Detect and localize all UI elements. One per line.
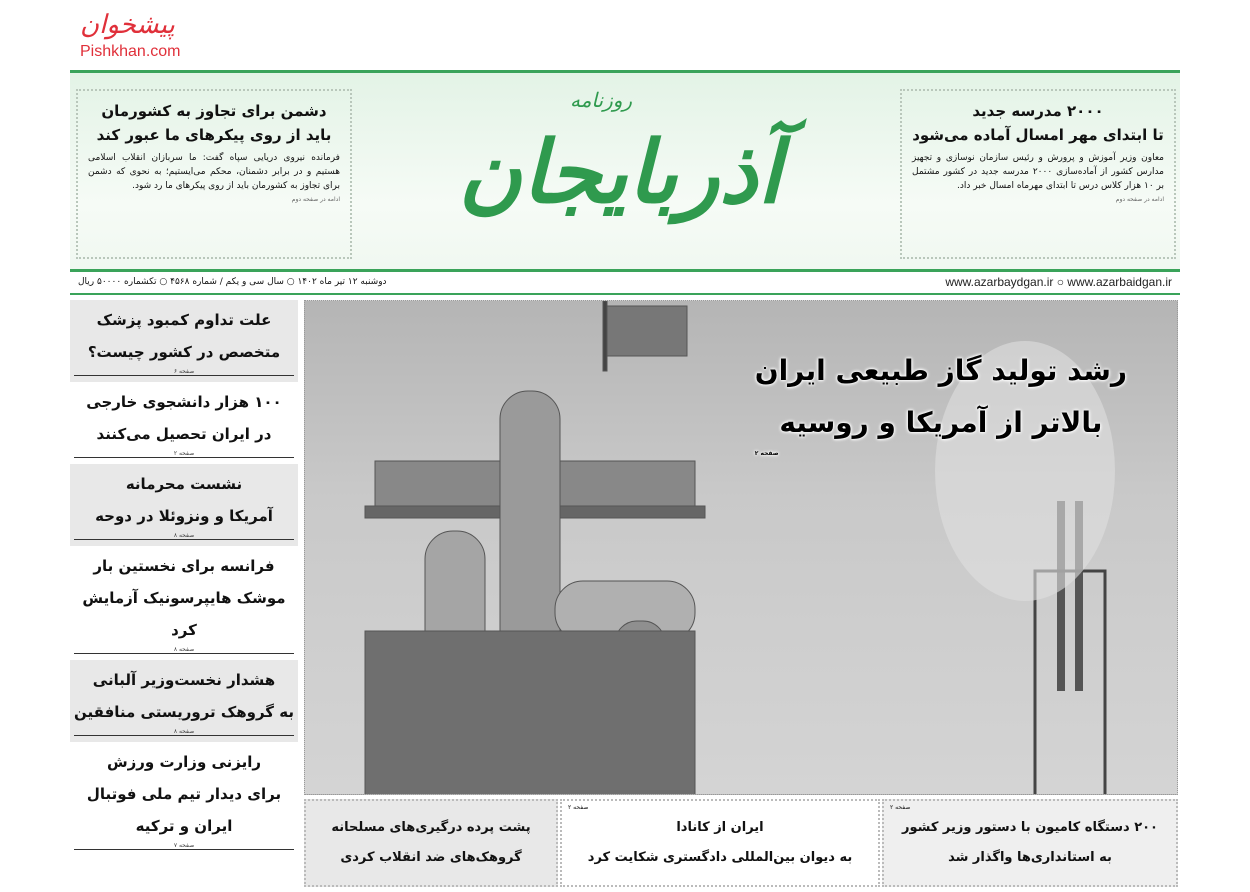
headline-line: ایران از کانادا <box>676 820 764 835</box>
headline-line: پشت پرده درگیری‌های مسلحانه <box>331 820 531 835</box>
headline-line: ایران و ترکیه <box>135 817 233 835</box>
page-ref-text: صفحه ۸ <box>168 532 200 539</box>
headline-line: فرانسه برای نخستین بار <box>93 557 275 575</box>
page-ref-text: صفحه ۶ <box>168 368 200 375</box>
dateline: دوشنبه ۱۲ تیر ماه ۱۴۰۲ ○ سال سی و یکم / شماره ۴۵۶۸ ○ تکشماره ۵۰۰۰۰ ریال <box>78 277 387 287</box>
bottom-story[interactable] <box>882 799 1178 887</box>
page-ref <box>70 450 298 464</box>
page-ref-text: صفحه ۸ <box>168 646 200 653</box>
page-ref-text: صفحه ۲ <box>168 450 200 457</box>
main-photo[interactable] <box>304 300 1178 795</box>
story-body: معاون وزیر آموزش و پرورش و رئیس سازمان نوسازی و تجهیز مدارس کشور از آماده‌سازی ۲۰۰۰ مدرسه جدید در کشور مشتمل بر ۱۰ هزار کلاس درس تا ابتدای مهرماه امسال خبر داد. <box>912 153 1165 191</box>
bottom-story[interactable] <box>304 799 558 887</box>
main-headline <box>755 345 1127 459</box>
story-body: فرمانده نیروی دریایی سپاه گفت: ما سربازان انقلاب اسلامی هستیم و در برابر دشمنان، محکم می‌ایستیم؛ به نحوی که دشمن برای تجاوز به کشورمان باید از روی پیکرهای ما رد شود. <box>88 153 340 191</box>
sidebar-headlines <box>70 300 298 890</box>
sidebar-item[interactable] <box>70 382 298 464</box>
headline-line: بالاتر از آمریکا و روسیه <box>779 406 1103 439</box>
story-title: دشمن برای تجاوز به کشورمان <box>101 102 327 120</box>
sidebar-item[interactable] <box>70 546 298 660</box>
page-ref <box>70 728 298 742</box>
story-title: تا ابتدای مهر امسال آماده می‌شود <box>912 126 1164 144</box>
headline-line: هشدار نخست‌وزیر آلبانی <box>92 671 276 689</box>
headline-line: ۱۰۰ هزار دانشجوی خارجی <box>86 393 282 411</box>
headline-line: به استانداری‌ها واگذار شد <box>948 850 1112 865</box>
sidebar-item[interactable] <box>70 464 298 546</box>
pishkhan-watermark <box>80 8 300 64</box>
continued-note: ادامه در صفحه دوم <box>291 196 340 203</box>
story-title: باید از روی پیکرهای ما عبور کند <box>96 126 332 144</box>
website-links[interactable]: www.azarbaydgan.ir ○ www.azarbaidgan.ir <box>945 275 1172 289</box>
story-title: ۲۰۰۰ مدرسه جدید <box>972 102 1104 120</box>
logo-name: آذربایجان <box>458 122 782 223</box>
headline-line: علت تداوم کمبود پزشک <box>96 311 272 329</box>
logo-sub: روزنامه <box>570 88 633 112</box>
headline-line: نشست محرمانه <box>125 475 243 493</box>
headline-line: آمریکا و ونزوئلا در دوحه <box>95 507 273 525</box>
newspaper-logo <box>410 73 830 263</box>
top-right-story[interactable] <box>900 89 1176 259</box>
headline-line: در ایران تحصیل می‌کنند <box>96 425 272 443</box>
page-ref-text: صفحه ۷ <box>168 842 200 849</box>
dateline-strip <box>70 269 1180 295</box>
page-ref-text: صفحه ۸ <box>168 728 200 735</box>
headline-line: به دیوان بین‌المللی دادگستری شکایت کرد <box>587 850 853 865</box>
headline-line: متخصص در کشور چیست؟ <box>87 343 281 361</box>
headline-line: گروهک‌های ضد انقلاب کردی <box>340 850 522 865</box>
sidebar-item[interactable] <box>70 300 298 382</box>
headline-line: موشک هایپرسونیک آزمایش کرد <box>82 589 286 639</box>
watermark-fa: پیشخوان <box>80 9 175 39</box>
headline-line: رایزنی وزارت ورزش <box>106 753 262 771</box>
page-ref <box>70 842 298 856</box>
headline-line: به گروهک تروریستی منافقین <box>74 703 294 721</box>
headline-line: ۲۰۰ دستگاه کامیون با دستور وزیر کشور <box>901 820 1158 835</box>
headline-line: رشد تولید گاز طبیعی ایران <box>754 354 1127 387</box>
headline-line: برای دیدار تیم ملی فوتبال <box>86 785 282 803</box>
page-ref: صفحه ۲ <box>754 450 779 457</box>
page-ref <box>70 532 298 546</box>
page-ref: صفحه ۲ <box>568 804 589 811</box>
top-left-story[interactable] <box>76 89 352 259</box>
continued-note: ادامه در صفحه دوم <box>1115 196 1164 203</box>
sidebar-item[interactable] <box>70 660 298 742</box>
masthead <box>70 70 1180 292</box>
sidebar-item[interactable] <box>70 742 298 856</box>
page-ref <box>70 368 298 382</box>
page-ref: صفحه ۲ <box>890 804 911 811</box>
bottom-story[interactable] <box>560 799 880 887</box>
page-ref <box>70 646 298 660</box>
watermark-en: Pishkhan.com <box>80 43 181 60</box>
